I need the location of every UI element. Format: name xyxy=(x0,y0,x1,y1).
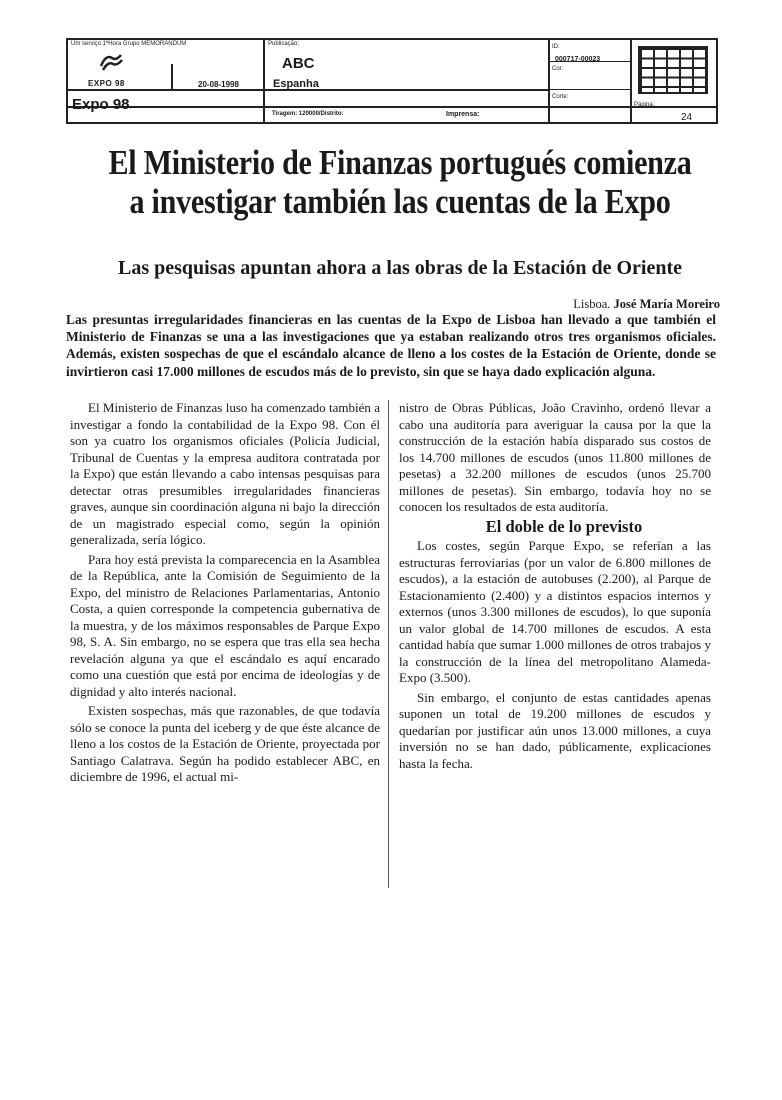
body-paragraph: Existen sospechas, más que razonables, de que todavía sólo se conoce la punta del iceberg y de que éste alcance de lleno a los costos de la Estación de Oriente, proyectada por Santiago Calatrava. Según ha podido establecer ABC, en diciembre de 1996, el actual mi- xyxy=(70,703,380,784)
body-paragraph: Para hoy está prevista la comparecencia en la Asamblea de la República, ante la Comisión de Seguimiento de la Expo, del ministro de Relaciones Parlamentarias, Antonio Costa, a quien corresponde la competencia gubernativa de la muestra, y de los máximos responsables de Parque Expo 98, S. A. Sin embargo, no se espera que tras ella sea hecha revelación alguna ya que el escándalo es aquí encarado como una cuestión que está por encima de ideologías y de dignidad y alto interés nacional. xyxy=(70,551,380,699)
page-number: 24 xyxy=(681,112,693,123)
tiragem: Tiragem: 120000/Distrito: xyxy=(272,111,344,117)
body-paragraph: Sin embargo, el conjunto de estas cantidades apenas suponen un total de 19.200 millones de escudos y quedarían por justificar aún unos 13.000 millones, a cuya inversión no se han dado, públicamente, explicaciones hasta la fecha. xyxy=(399,689,711,771)
divider xyxy=(171,64,173,90)
publicacao-label: Publicação: xyxy=(268,41,300,47)
column-right xyxy=(399,400,711,775)
body-paragraph: nistro de Obras Públicas, João Cravinho, ordenó llevar a cabo una auditoría para averiguar la causa por la que la construcción de la estación había disparado sus costos de los 14.700 millones de escudos (unos 11.800 millones de pesetas) a 32.200 millones de escudos (unos 25.700 millones de pesetas). Sin embargo, todavía hoy no se conocen los resultados de esta auditoría. xyxy=(399,400,711,514)
divider xyxy=(68,106,716,108)
corte-label: Corte: xyxy=(552,94,569,100)
byline xyxy=(573,297,720,312)
pagina-label: Página: xyxy=(634,102,655,108)
divider xyxy=(548,40,550,124)
cor-label: Cor: xyxy=(552,66,564,72)
id-label: ID: xyxy=(552,44,560,50)
divider xyxy=(548,89,630,90)
column-left xyxy=(70,400,380,789)
publication-country: Espanha xyxy=(273,78,319,90)
lead-paragraph: Las presuntas irregularidades financieras en las cuentas de la Expo de Lisboa han llevado a que también el Ministerio de Finanzas se una a las investigaciones que ya estaban realizando otros tres organismos oficiales. Además, existen sospechas de que el escándalo alcance de lleno a los costes de la Estación de Oriente, donde se invirtieron casi 17.000 millones de escudos más de lo previsto, sin que se haya dado explicación alguna. xyxy=(66,312,716,379)
publication-name: ABC xyxy=(282,55,315,72)
clipping-date: 20-08-1998 xyxy=(198,80,239,89)
expo98-logo-icon xyxy=(98,52,124,72)
id-value: 000717-00023 xyxy=(555,56,601,63)
service-line: Um serviço 1ªHora Grupo MEMORANDUM xyxy=(71,41,187,47)
imprensa-label: Imprensa: xyxy=(446,111,480,118)
subheadline: Las pesquisas apuntan ahora a las obras de la Estación de Oriente xyxy=(118,257,682,279)
byline-author: José María Moreiro xyxy=(613,297,720,311)
byline-place: Lisboa. xyxy=(573,297,611,311)
clipping-header xyxy=(66,38,718,124)
headline xyxy=(90,143,709,221)
divider xyxy=(630,40,632,124)
section-label: Expo 98 xyxy=(72,96,130,113)
body-paragraph: El Ministerio de Finanzas luso ha comenzado también a investigar a fondo la contabilidad de la Expo 98. Con él son ya cuatro los organismos oficiales (Policía Judicial, Tribunal de Cuentas y la empresa auditora contratada por la Expo) que están llevando a cabo intensas pesquisas para detectar otras presumibles irregularidades financieras graves, aunque sin coordinación alguna ni bajo la dirección de un magistrado especial como, según la opinión generalizada, sería lógico. xyxy=(70,400,380,547)
column-divider xyxy=(388,400,389,888)
page-grid-icon xyxy=(638,46,708,94)
section-subtitle: El doble de lo previsto xyxy=(485,516,643,536)
headline-line-1: El Ministerio de Finanzas portugués comienza xyxy=(108,143,692,182)
body-paragraph: Los costes, según Parque Expo, se referían a las estructuras ferroviarias (por un valor de 6.800 millones de escudos), a la estación de autobuses (2.200), al Parque de Estacionamiento (2.400) y a distintos espacios internos y externos (unos 3.300 millones de escudos), lo que suponía un valor global de 14.700 millones de escudos. A esta cantidad había que sumar 1.000 millones de otros trabajos y la construcción de la línea del metropolitano Alameda-Expo (3.500). xyxy=(399,538,711,685)
logo-text: EXPO 98 xyxy=(88,79,125,88)
headline-line-2: a investigar también las cuentas de la Expo xyxy=(129,182,671,221)
divider xyxy=(263,40,265,124)
